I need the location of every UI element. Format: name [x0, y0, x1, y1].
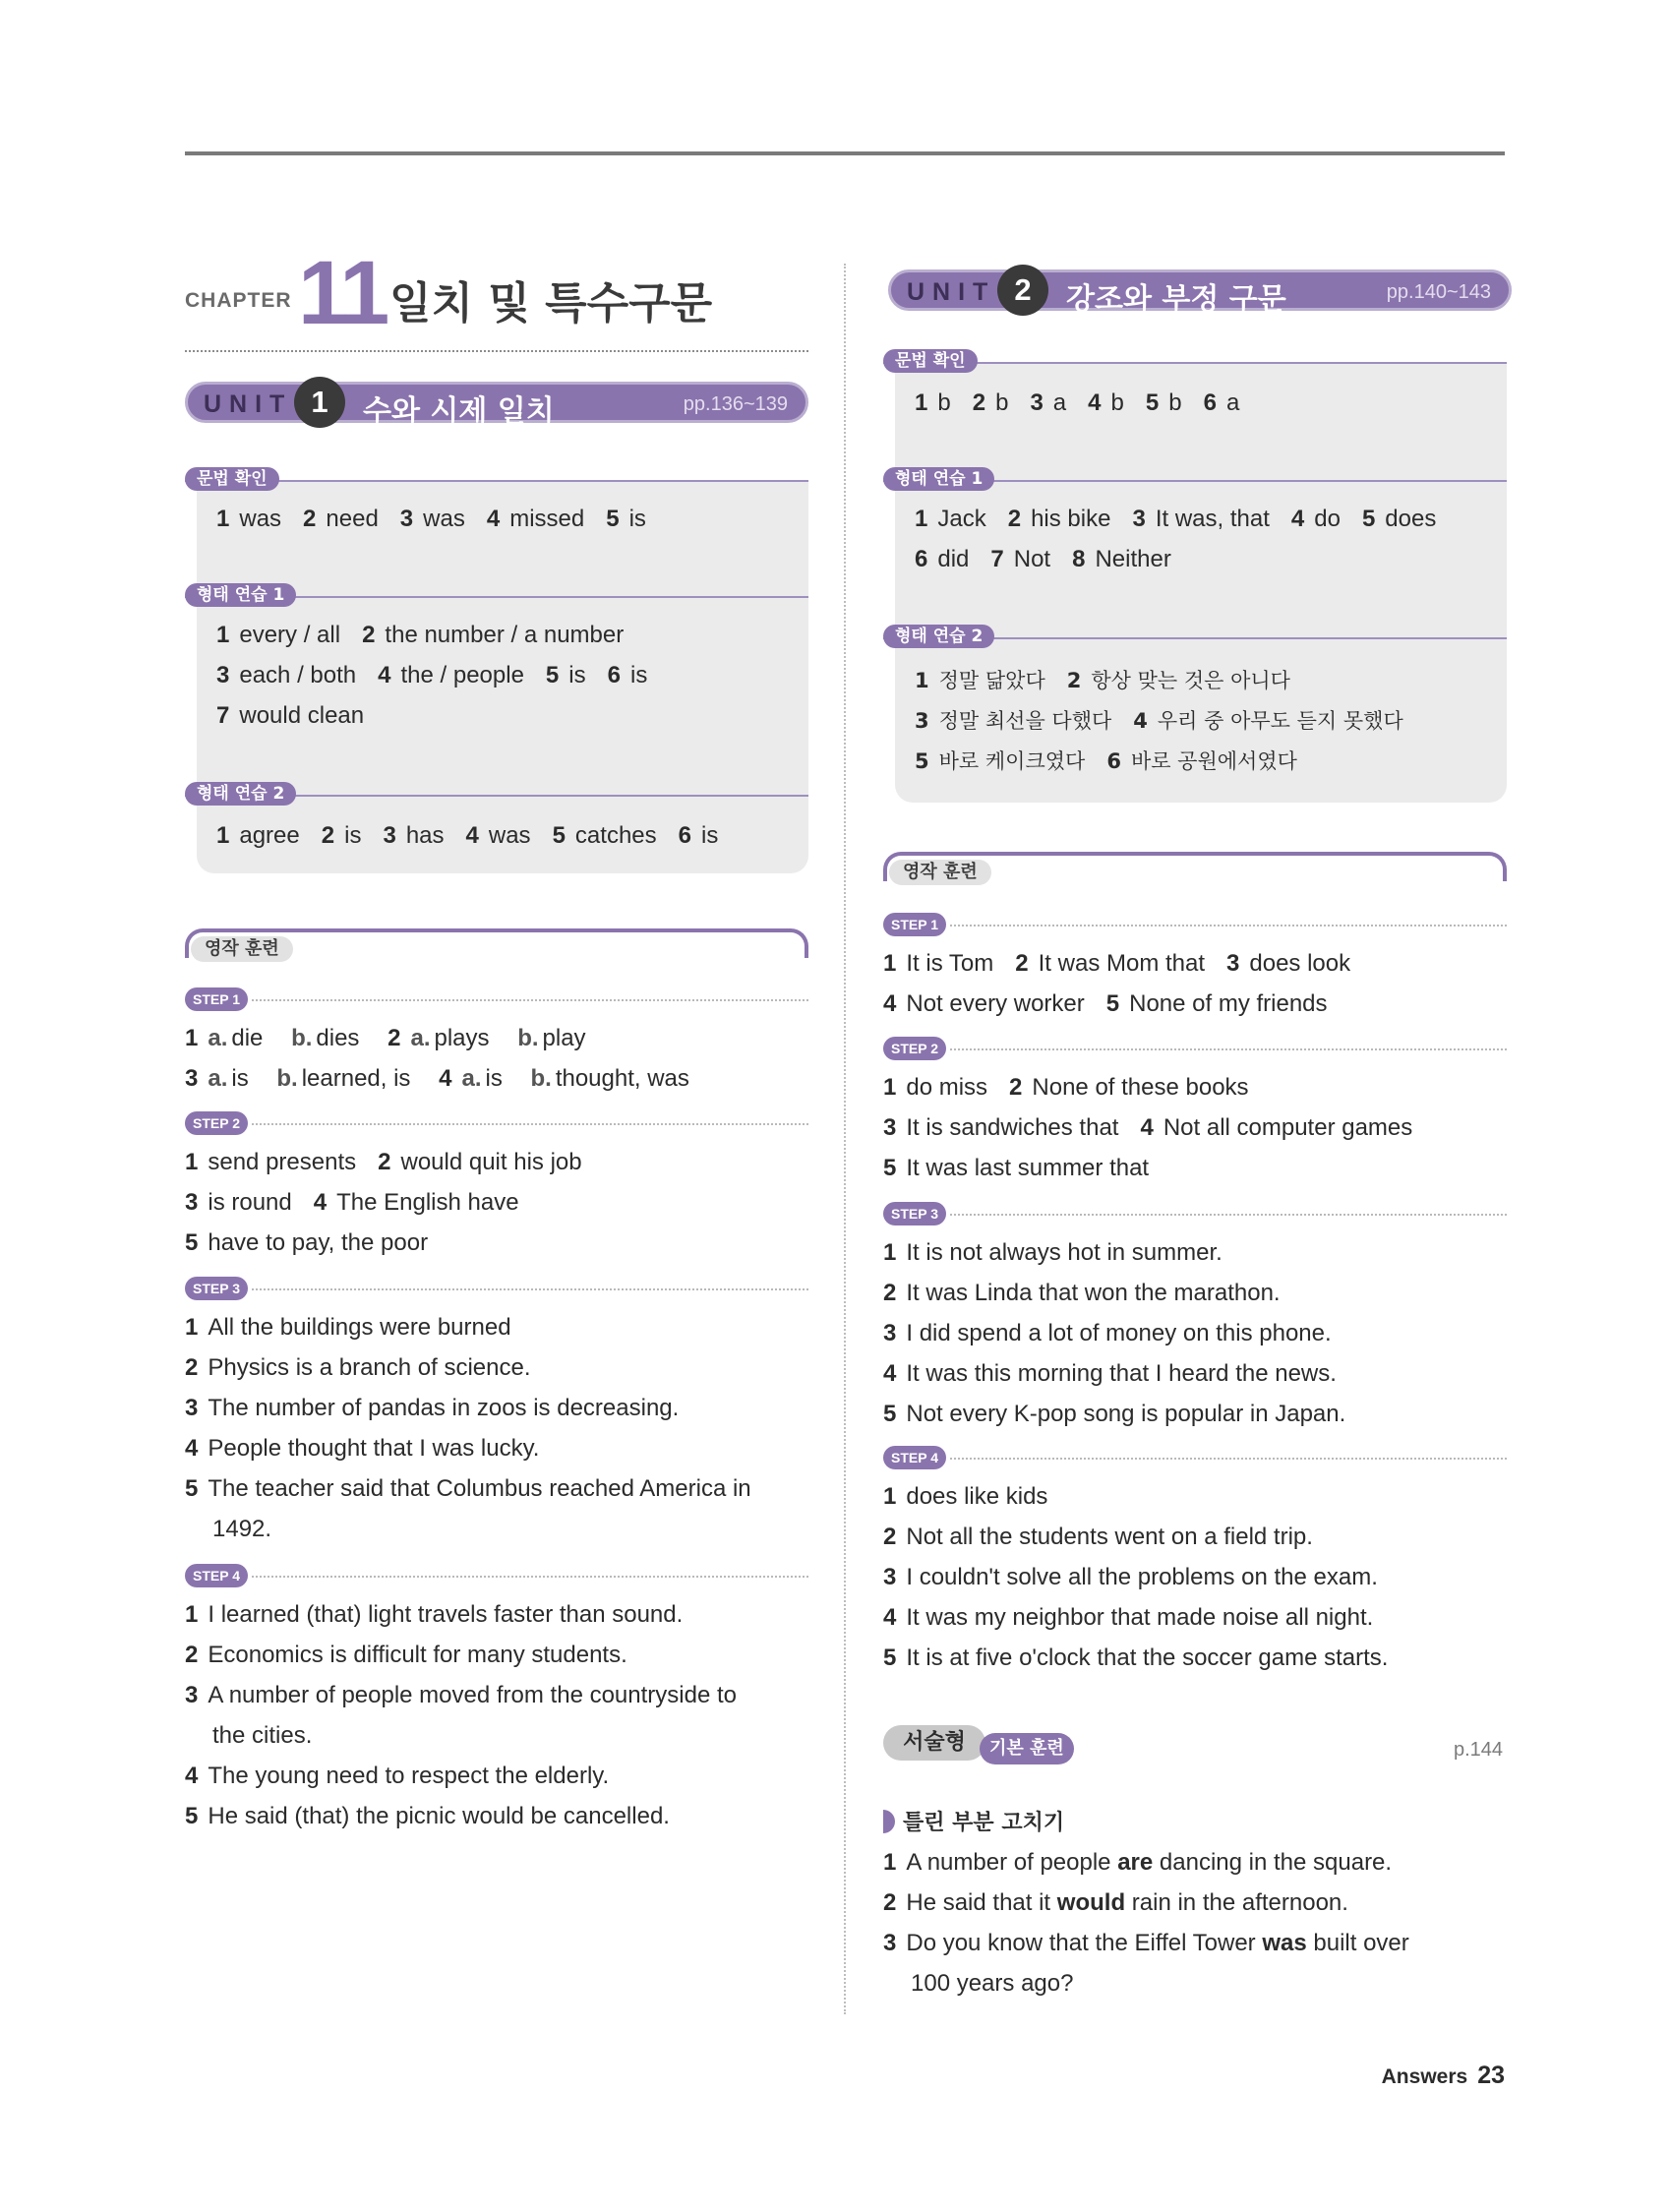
answer-text: It was last summer that [906, 1155, 1150, 1181]
answer-line [185, 1682, 737, 1709]
answer-text: b [995, 389, 1009, 416]
chapter-header [185, 243, 808, 352]
item-number: 2 [303, 506, 317, 532]
item-number: 3 [883, 1930, 897, 1956]
unit2-bar [888, 269, 1512, 317]
step-line [950, 1048, 1507, 1050]
item-number: 5 [883, 1401, 897, 1427]
item-number: 4 [1290, 506, 1305, 532]
answer-line [185, 1189, 519, 1217]
answer-text: play [542, 1025, 593, 1051]
answer-text: would clean [239, 702, 365, 729]
item-number: 6 [678, 822, 691, 849]
answer-text: is [628, 506, 646, 532]
answer-text: Economics is difficult for many students. [208, 1642, 627, 1668]
item-number: 6 [1203, 389, 1217, 416]
answer-text: I couldn't solve all the problems on the exam. [906, 1564, 1378, 1590]
answer-text: I did spend a lot of money on this phone. [906, 1320, 1332, 1346]
item-number: 3 [915, 709, 929, 733]
item-number: 5 [185, 1229, 199, 1256]
item-number: 5 [606, 506, 620, 532]
u2-writing-tag: 영작 훈련 [889, 860, 991, 885]
unit1-bar [185, 382, 808, 429]
answer-line [883, 1074, 1249, 1102]
answer-line [185, 1475, 751, 1503]
corrected-word: would [1056, 1889, 1126, 1916]
item-number: 1 [185, 1314, 199, 1341]
answer-text: every / all [239, 622, 341, 648]
sub-label: a. [208, 1065, 228, 1092]
answer-text: dies [316, 1025, 367, 1051]
answer-line [212, 1722, 312, 1750]
item-number: 2 [378, 1149, 391, 1175]
item-number: 3 [883, 1114, 897, 1141]
answer-text: the cities. [212, 1722, 313, 1749]
step-tag: STEP 3 [883, 1202, 946, 1226]
step-line [950, 1214, 1507, 1216]
answer-text: is [231, 1065, 256, 1092]
corrected-word: was [1262, 1930, 1307, 1956]
answer-text: is [701, 822, 719, 849]
item-number: 3 [185, 1065, 199, 1092]
answer-line [185, 1803, 670, 1830]
answer-text: Neither [1095, 546, 1171, 572]
item-number: 7 [990, 546, 1004, 572]
step-tag: STEP 2 [185, 1111, 248, 1135]
answer-text: is [568, 662, 586, 688]
item-number: 2 [1007, 506, 1022, 532]
answer-text: a [1225, 389, 1240, 416]
step-tag: STEP 1 [185, 987, 248, 1011]
item-number: 4 [439, 1065, 452, 1092]
item-number: 8 [1072, 546, 1086, 572]
item-number: 3 [883, 1320, 897, 1346]
answer-line [883, 1320, 1332, 1347]
item-number: 6 [1106, 749, 1121, 773]
answer-text: is [629, 662, 648, 688]
unit2-title: 강조와 부정 구문 [1066, 282, 1286, 317]
item-number: 3 [1030, 389, 1044, 416]
answer-text: plays [434, 1025, 497, 1051]
answer-line [216, 622, 624, 649]
item-number: 2 [1015, 950, 1029, 977]
answer-line [216, 702, 364, 730]
item-number: 1 [883, 1483, 897, 1510]
answer-line [883, 1239, 1223, 1267]
bullet-marker-icon [883, 1810, 895, 1833]
item-number: 1 [915, 389, 928, 416]
u2-writing-header [883, 852, 1507, 881]
u2-grammar-answers [915, 389, 1239, 417]
footer-label: Answers [1381, 2065, 1468, 2088]
answer-text: would quit his job [400, 1149, 582, 1175]
step-line [950, 925, 1507, 927]
answer-text: 정말 최선을 다했다 [938, 709, 1112, 733]
answer-text: b [937, 389, 951, 416]
answer-text: each / both [239, 662, 357, 688]
sub-label: b. [530, 1065, 552, 1092]
unit2-pages: pp.140~143 [1386, 281, 1491, 303]
answer-text: the / people [400, 662, 524, 688]
u1-form2-tag: 형태 연습 2 [185, 782, 296, 806]
answer-text: do [1314, 506, 1341, 532]
answer-line [883, 1604, 1373, 1632]
item-number: 1 [185, 1601, 199, 1628]
item-number: 4 [486, 506, 501, 532]
answer-text: People thought that I was lucky. [208, 1435, 540, 1462]
answer-line [216, 662, 647, 689]
answer-text: It is sandwiches that [906, 1114, 1119, 1141]
answer-text: was [423, 506, 465, 532]
answer-text: send presents [208, 1149, 357, 1175]
item-number: 4 [1088, 389, 1102, 416]
answer-line [915, 665, 1290, 694]
answer-line [883, 1564, 1378, 1591]
chapter-title: 일치 및 특수구문 [389, 278, 713, 329]
item-number: 4 [465, 822, 479, 849]
answer-text: 바로 케이크였다 [938, 749, 1086, 773]
answer-text: None of my friends [1129, 990, 1328, 1017]
item-number: 1 [216, 506, 230, 532]
u1-form2-answers [216, 822, 718, 850]
unit2-answer-box [895, 362, 1507, 803]
sub-label: b. [517, 1025, 539, 1051]
item-number: 5 [915, 749, 929, 773]
answer-text: The teacher said that Columbus reached America in [208, 1475, 751, 1502]
answer-text: was [488, 822, 531, 849]
answer-line [185, 1763, 609, 1790]
answer-text: 100 years ago? [911, 1970, 1074, 1997]
sub-label: b. [276, 1065, 298, 1092]
answer-text: Do you know that the Eiffel Tower [906, 1930, 1263, 1956]
item-number: 1 [883, 1849, 897, 1876]
answer-line [883, 1930, 1409, 1957]
answer-text: die [231, 1025, 270, 1051]
answer-line [185, 1065, 718, 1093]
answer-line [883, 1524, 1313, 1551]
answer-text: is [344, 822, 362, 849]
item-number: 3 [185, 1189, 199, 1216]
answer-text: does [1385, 506, 1437, 532]
answer-text: have to pay, the poor [208, 1229, 429, 1256]
answer-text: The English have [336, 1189, 519, 1216]
item-number: 1 [185, 1149, 199, 1175]
answer-text: All the buildings were burned [208, 1314, 511, 1341]
answer-text: is round [208, 1189, 292, 1216]
answer-line [185, 1149, 582, 1176]
essay-subtag: 기본 훈련 [980, 1733, 1074, 1764]
step-tag: STEP 2 [883, 1037, 946, 1060]
item-number: 5 [1145, 389, 1160, 416]
unit1-title: 수와 시제 일치 [363, 394, 555, 429]
item-number: 5 [883, 1644, 897, 1671]
answer-text: It was Linda that won the marathon. [906, 1280, 1281, 1306]
answer-text: 정말 닮았다 [938, 669, 1045, 692]
answer-text: is [485, 1065, 509, 1092]
item-number: 1 [185, 1025, 199, 1051]
item-number: 5 [185, 1803, 199, 1829]
answer-text: learned, is [301, 1065, 418, 1092]
item-number: 5 [1361, 506, 1376, 532]
u2-form2-tag: 형태 연습 2 [883, 625, 994, 648]
item-number: 5 [545, 662, 560, 688]
item-number: 4 [883, 1360, 897, 1387]
answer-text: Not every worker [906, 990, 1085, 1017]
item-number: 4 [883, 990, 897, 1017]
answer-text: 바로 공원에서였다 [1130, 749, 1297, 773]
step-line [950, 1458, 1507, 1460]
answer-text: 우리 중 아무도 듣지 못했다 [1157, 709, 1403, 733]
item-number: 2 [972, 389, 986, 416]
step-line [252, 1576, 808, 1578]
sub-label: a. [410, 1025, 431, 1051]
answer-line [883, 1483, 1047, 1511]
answer-text: b [1168, 389, 1182, 416]
item-number: 1 [883, 950, 897, 977]
answer-line [883, 1114, 1412, 1142]
answer-text: do miss [906, 1074, 988, 1101]
unit1-pages: pp.136~139 [683, 393, 788, 415]
answer-text: The young need to respect the elderly. [208, 1763, 610, 1789]
answer-text: the number / a number [385, 622, 625, 648]
item-number: 4 [1140, 1114, 1154, 1141]
unit2-label: UNIT [907, 278, 996, 306]
answer-line [883, 950, 1350, 978]
column-divider [844, 264, 846, 2014]
item-number: 3 [1226, 950, 1240, 977]
answer-line [185, 1642, 627, 1669]
answer-text: It was, that [1155, 506, 1270, 532]
answer-line [185, 1435, 539, 1463]
answer-text: does look [1249, 950, 1351, 977]
top-rule [185, 151, 1505, 155]
answer-text: was [239, 506, 282, 532]
answer-line [883, 1155, 1149, 1182]
answer-line [883, 1644, 1388, 1672]
item-number: 3 [399, 506, 414, 532]
item-number: 6 [607, 662, 621, 688]
answer-text: a [1052, 389, 1067, 416]
answer-line [185, 1395, 679, 1422]
answer-text: The number of pandas in zoos is decreasing. [208, 1395, 680, 1421]
step-line [252, 1288, 808, 1290]
step-line [252, 1123, 808, 1125]
step-tag: STEP 3 [185, 1277, 248, 1300]
answer-line [185, 1229, 428, 1257]
item-number: 1 [915, 506, 928, 532]
answer-line [915, 506, 1436, 533]
answer-text: rain in the afternoon. [1125, 1889, 1348, 1916]
item-number: 1 [883, 1074, 897, 1101]
answer-text: I learned (that) light travels faster than sound. [208, 1601, 684, 1628]
answer-text: his bike [1031, 506, 1111, 532]
answer-text: 항상 맞는 것은 아니다 [1091, 669, 1290, 692]
u1-writing-tag: 영작 훈련 [191, 936, 293, 962]
answer-text: b [1110, 389, 1124, 416]
item-number: 2 [362, 622, 376, 648]
item-number: 4 [1133, 709, 1148, 733]
item-number: 4 [313, 1189, 328, 1216]
answer-text: Jack [937, 506, 986, 532]
answer-text: A number of people moved from the countryside to [208, 1682, 737, 1708]
answer-text: need [326, 506, 379, 532]
item-number: 1 [883, 1239, 897, 1266]
sub-label: a. [461, 1065, 482, 1092]
item-number: 5 [552, 822, 566, 849]
answer-line [915, 546, 1171, 573]
item-number: 2 [883, 1524, 897, 1550]
corrected-word: are [1117, 1849, 1154, 1876]
answer-text: He said (that) the picnic would be cancelled. [208, 1803, 670, 1829]
answer-line [883, 1889, 1348, 1917]
item-number: 4 [185, 1435, 199, 1462]
answer-text: does like kids [906, 1483, 1048, 1510]
answer-line [883, 1849, 1392, 1877]
item-number: 3 [1132, 506, 1146, 532]
item-number: 2 [185, 1354, 199, 1381]
answer-text: It is Tom [906, 950, 994, 977]
answer-text: agree [239, 822, 300, 849]
answer-text: It was this morning that I heard the news. [906, 1360, 1337, 1387]
u2-grammar-tag: 문법 확인 [883, 349, 978, 373]
item-number: 2 [1066, 669, 1082, 692]
answer-text: 1492. [212, 1516, 272, 1542]
page-footer [1382, 2062, 1505, 2090]
answer-text: Not all computer games [1163, 1114, 1413, 1141]
fix-heading [883, 1806, 1064, 1836]
essay-page: p.144 [1454, 1739, 1504, 1761]
answer-text: catches [574, 822, 657, 849]
item-number: 1 [915, 669, 929, 692]
item-number: 2 [883, 1889, 897, 1916]
item-number: 2 [388, 1025, 401, 1051]
answer-line [883, 1280, 1281, 1307]
answer-text: has [405, 822, 445, 849]
answer-text: It was Mom that [1038, 950, 1206, 977]
item-number: 3 [185, 1395, 199, 1421]
unit1-label: UNIT [204, 390, 293, 418]
answer-text: None of these books [1032, 1074, 1249, 1101]
answer-text: Not all the students went on a field trip. [906, 1524, 1313, 1550]
item-number: 1 [216, 822, 230, 849]
answer-line [883, 1401, 1345, 1428]
answer-text: It is not always hot in summer. [906, 1239, 1223, 1266]
item-number: 3 [383, 822, 396, 849]
step-tag: STEP 4 [883, 1446, 946, 1469]
step-tag: STEP 1 [883, 913, 946, 936]
item-number: 2 [321, 822, 335, 849]
answer-text: built over [1306, 1930, 1409, 1956]
step-tag: STEP 4 [185, 1564, 248, 1587]
answer-line [883, 990, 1328, 1018]
answer-text: did [937, 546, 970, 572]
chapter-label: CHAPTER [185, 289, 292, 312]
answer-text: missed [509, 506, 585, 532]
answer-text: A number of people [906, 1849, 1118, 1876]
answer-line [185, 1354, 531, 1382]
u1-grammar-tag: 문법 확인 [185, 467, 279, 491]
answer-text: Not every K-pop song is popular in Japan. [906, 1401, 1346, 1427]
item-number: 5 [883, 1155, 897, 1181]
answer-line [185, 1601, 683, 1629]
answer-line [883, 1360, 1337, 1388]
item-number: 7 [216, 702, 230, 729]
answer-line [185, 1314, 511, 1342]
answer-text: Not [1013, 546, 1051, 572]
essay-tag: 서술형 [883, 1725, 985, 1761]
page-number: 23 [1477, 2062, 1505, 2089]
item-number: 3 [185, 1682, 199, 1708]
fix-heading-text: 틀린 부분 고치기 [903, 1811, 1065, 1835]
u1-writing-header [185, 928, 808, 958]
item-number: 6 [915, 546, 928, 572]
chapter-number: 11 [298, 243, 387, 343]
u2-form1-tag: 형태 연습 1 [883, 467, 994, 491]
u1-grammar-answers [216, 506, 646, 533]
answer-text: It was my neighbor that made noise all night. [906, 1604, 1374, 1631]
sub-label: a. [208, 1025, 228, 1051]
item-number: 3 [883, 1564, 897, 1590]
answer-line [185, 1025, 614, 1052]
item-number: 4 [883, 1604, 897, 1631]
item-number: 5 [185, 1475, 199, 1502]
answer-text: He said that it [906, 1889, 1057, 1916]
answer-text: dancing in the square. [1153, 1849, 1393, 1876]
answer-line [915, 746, 1297, 775]
item-number: 2 [1009, 1074, 1023, 1101]
answer-line [212, 1516, 271, 1543]
answer-line [915, 705, 1403, 735]
item-number: 2 [185, 1642, 199, 1668]
step-line [252, 999, 808, 1001]
answer-text: It is at five o'clock that the soccer game starts. [906, 1644, 1389, 1671]
unit2-number: 2 [997, 265, 1048, 316]
item-number: 5 [1105, 990, 1120, 1017]
item-number: 3 [216, 662, 230, 688]
sub-label: b. [291, 1025, 313, 1051]
answer-text: Physics is a branch of science. [208, 1354, 531, 1381]
u1-form1-tag: 형태 연습 1 [185, 583, 296, 607]
item-number: 2 [883, 1280, 897, 1306]
item-number: 4 [378, 662, 391, 688]
answer-text: thought, was [555, 1065, 696, 1092]
item-number: 1 [216, 622, 230, 648]
item-number: 4 [185, 1763, 199, 1789]
unit1-number: 1 [294, 377, 345, 428]
answer-line [911, 1970, 1073, 1998]
